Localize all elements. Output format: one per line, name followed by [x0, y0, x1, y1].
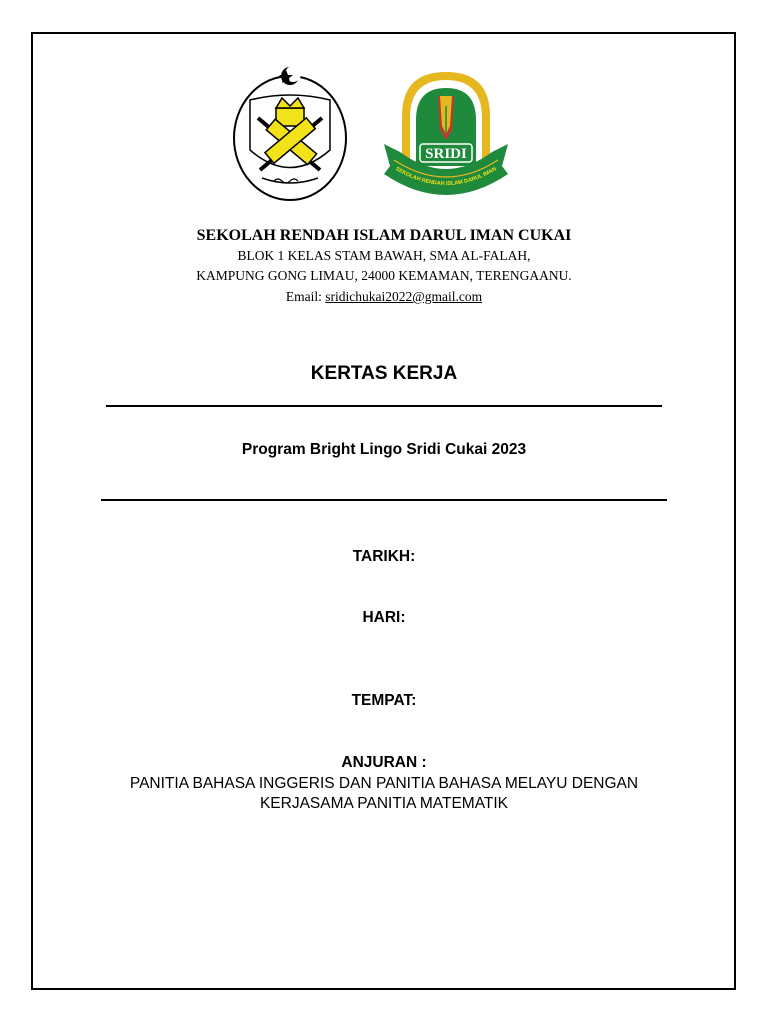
document-title: KERTAS KERJA — [310, 363, 458, 384]
school-logo-text: SRIDI — [425, 146, 467, 162]
email-link[interactable]: sridichukai2022@gmail.com — [325, 289, 483, 304]
program-underline — [101, 499, 667, 501]
email-label: Email: — [285, 289, 326, 304]
email-line — [0, 289, 768, 305]
organizer-line-1: PANITIA BAHASA INGGERIS DAN PANITIA BAHASA MELAYU DENGAN — [129, 775, 639, 792]
school-logo-ribbon-text: SEKOLAH RENDAH ISLAM DARUL IMAN — [394, 166, 498, 188]
address-line-1: BLOK 1 KELAS STAM BAWAH, SMA AL-FALAH, — [237, 248, 531, 263]
address-line-2: KAMPUNG GONG LIMAU, 24000 KEMAMAN, TERENGAANU. — [196, 268, 572, 283]
title-underline — [106, 405, 662, 407]
terengganu-crest-icon — [228, 60, 352, 204]
tarikh-label: TARIKH: — [352, 548, 416, 565]
organizer-line-2: KERJASAMA PANITIA MATEMATIK — [259, 795, 509, 812]
tempat-label: TEMPAT: — [351, 692, 417, 709]
sridi-school-logo-icon — [380, 66, 512, 200]
anjuran-label: ANJURAN : — [341, 754, 427, 771]
program-title: Program Bright Lingo Sridi Cukai 2023 — [241, 441, 527, 458]
hari-label: HARI: — [362, 609, 406, 626]
school-name: SEKOLAH RENDAH ISLAM DARUL IMAN CUKAI — [196, 227, 572, 244]
